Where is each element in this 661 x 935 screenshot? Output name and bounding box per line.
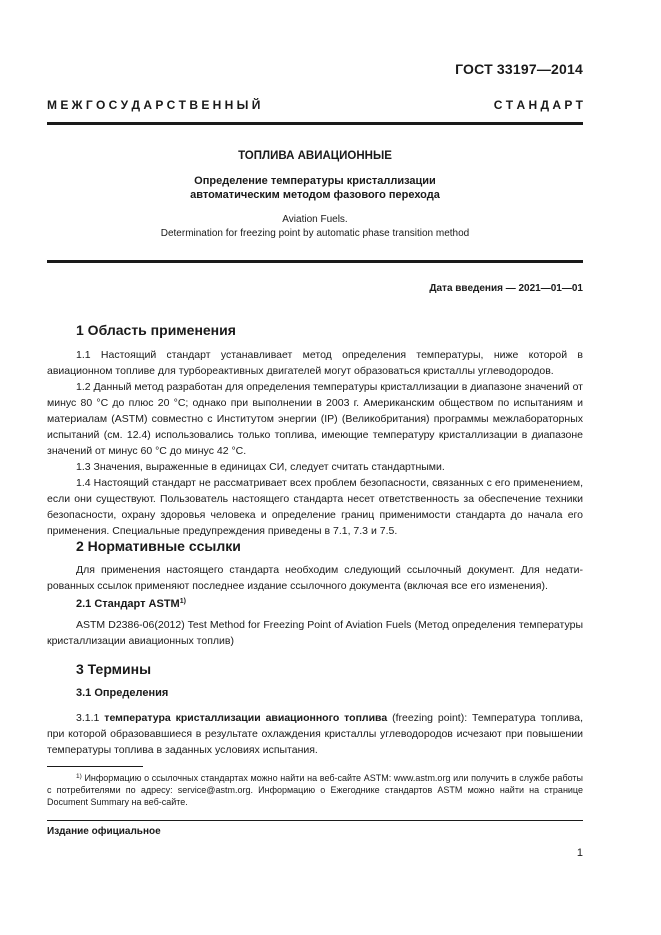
top-divider bbox=[47, 122, 583, 125]
banner-word-interstate: М Е Ж Г О С У Д А Р С Т В Е Н Н Ы Й bbox=[47, 98, 261, 112]
term-name: температура кристаллизации авиационного топлива bbox=[104, 712, 388, 724]
paragraph-1-1: 1.1 Настоящий стандарт устанавливает метод определения температуры, ниже которой в авиационном топливе для турбореактивных двигателей могут образоваться кристаллы углеводородов. bbox=[47, 349, 583, 377]
subtitle-line-1: Определение температуры кристаллизации bbox=[194, 175, 436, 187]
english-title-line-2: Determination for freezing point by automatic phase transition method bbox=[160, 227, 470, 239]
term-number: 3.1.1 bbox=[76, 712, 105, 724]
subsection-2-1-text: 2.1 Стандарт ASTM bbox=[76, 598, 180, 610]
subtitle-line-2: автоматическим методом фазового перехода bbox=[190, 188, 440, 201]
introduction-date: Дата введения — 2021—01—01 bbox=[429, 283, 583, 294]
official-edition-label: Издание официальное bbox=[47, 826, 161, 837]
standard-code: ГОСТ 33197—2014 bbox=[455, 61, 583, 77]
subsection-3-1-body bbox=[47, 710, 583, 758]
footnote-divider bbox=[47, 766, 143, 767]
paragraph-3-1-1 bbox=[47, 710, 583, 758]
section-1-body bbox=[47, 347, 583, 539]
interstate-standard-banner bbox=[47, 98, 583, 112]
paragraph-1-4: 1.4 Настоящий стандарт не рассматривает всех проблем безопасности, связанных с его применением, если они существуют. Пользователь настоящего стандарта несет ответственность за обеспечение техники безопасности, охрану здоровья человека и определение границ применимости стандарта до начала его применения. Специальные предупреждения приведены в 7.1, 7.3 и 7.5. bbox=[47, 477, 583, 537]
english-title bbox=[47, 213, 583, 240]
section-2-heading: 2 Нормативные ссылки bbox=[76, 538, 241, 554]
banner-word-standard: С Т А Н Д А Р Т bbox=[493, 98, 583, 112]
footnote-marker: 1) bbox=[179, 598, 186, 605]
subsection-2-1-heading bbox=[76, 598, 186, 610]
paragraph-2-1: ASTM D2386-06(2012) Test Method for Freezing Point of Aviation Fuels (Метод определения температуры кристаллизации авиационных топлив) bbox=[47, 619, 583, 647]
paragraph-1-3: 1.3 Значения, выраженные в единицах СИ, следует считать стандартными. bbox=[76, 461, 445, 473]
footnote-text: Информацию о ссылочных стандартах можно найти на веб-сайте ASTM: www.astm.org или получить в службе работы с потребителями по адресу: service@astm.org. Информацию о Ежегоднике стандартов ASTM можно найти на странице Document Summary на веб-сайте. bbox=[47, 773, 583, 807]
footnote bbox=[47, 771, 583, 808]
english-title-line-1: Aviation Fuels. bbox=[282, 214, 348, 225]
section-3-heading: 3 Термины bbox=[76, 661, 152, 677]
subsection-3-1-heading: 3.1 Определения bbox=[76, 687, 169, 699]
footnote-mark: 1) bbox=[76, 773, 82, 780]
title-divider bbox=[47, 260, 583, 263]
page-number: 1 bbox=[576, 847, 583, 859]
document-subtitle bbox=[47, 175, 583, 202]
document-title: ТОПЛИВА АВИАЦИОННЫЕ bbox=[238, 150, 392, 162]
section-1-heading: 1 Область применения bbox=[76, 322, 236, 338]
section-2-body bbox=[47, 562, 583, 594]
paragraph-1-2: 1.2 Данный метод разработан для определения температуры кристаллизации в диапазоне значений от минус 80 °С до плюс 20 °С; однако при выполнении в 2003 г. Американским обществом по испытаниям и материалам (ASTM) совместно с Институтом энергии (IP) (Великобритания) программы межлабораторных испытаний (см. 12.4) использовались только топлива, имеющие температуру кристаллизации в диапазоне значений от минус 60 °С до минус 42 °С. bbox=[47, 381, 583, 457]
paragraph-2-intro: Для применения настоящего стандарта необходим следующий ссылочный документ. Для недатированных ссылок применяют последнее издание ссылочного документа (включая все его изменения). bbox=[47, 564, 583, 592]
term-definition: (freezing point): Температура топлива, при которой образовавшиеся в результате охлаждения кристаллы углеводородов исчезают при повышении температуры топлива в заданных условиях испытания. bbox=[47, 712, 583, 756]
subsection-2-1-body bbox=[47, 617, 583, 649]
footer-divider bbox=[47, 820, 583, 821]
